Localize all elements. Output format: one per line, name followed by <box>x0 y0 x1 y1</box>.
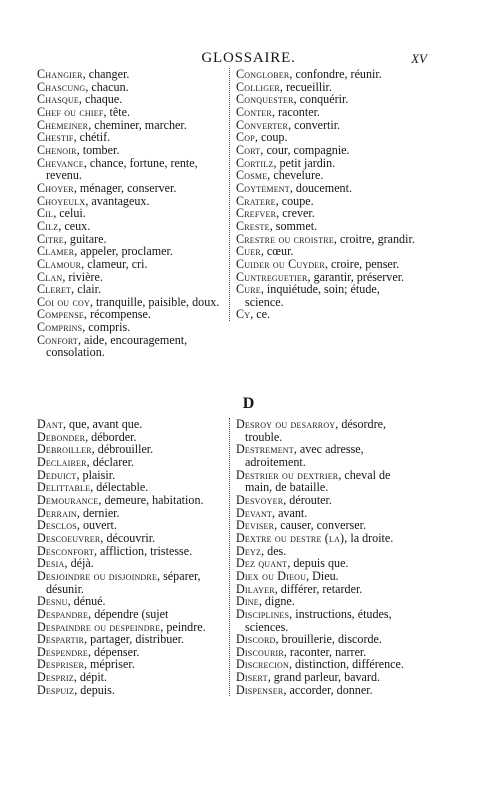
entry-headword: Disciplines <box>236 606 290 621</box>
entry-definition: , que, avant que. <box>62 417 143 431</box>
entry-headword: Compense <box>37 307 85 322</box>
entry-definition: , rivière. <box>62 269 103 284</box>
entry-definition: , déclarer. <box>86 454 134 469</box>
entry-definition: , chétif. <box>73 130 111 145</box>
entry-definition: , croitre, grandir. <box>333 231 415 246</box>
entry-definition: , ce. <box>250 307 271 322</box>
entry-headword: Despriz <box>37 670 74 685</box>
glossary-entry <box>236 418 417 443</box>
entry-headword: Confort <box>37 332 78 347</box>
entry-headword: Chevance <box>37 155 84 170</box>
entry-definition: , ouvert. <box>76 518 117 533</box>
entry-headword: Chestif <box>37 130 74 145</box>
entry-definition: , peindre. <box>160 619 206 634</box>
glossary-entry <box>37 570 223 595</box>
entry-headword: Choyer <box>37 180 74 195</box>
entry-headword: Discourir <box>236 644 284 659</box>
entry-definition: , tomber. <box>76 142 120 157</box>
entry-headword: Chef ou chief <box>37 104 104 119</box>
entry-headword: Comprins <box>37 320 83 335</box>
entry-definition: , déborder. <box>85 429 137 444</box>
entry-headword: Citre <box>37 231 64 246</box>
entry-definition: , compris. <box>82 320 131 335</box>
entry-headword: Dant <box>37 417 63 431</box>
entry-definition: , changer. <box>82 67 130 81</box>
entry-headword: Despandre <box>37 606 89 621</box>
entry-definition: , petit jardin. <box>273 155 336 170</box>
letter-heading: D <box>242 395 255 412</box>
entry-headword: Declairer <box>37 454 87 469</box>
entry-headword: Discord <box>236 632 276 647</box>
entry-headword: Cosme <box>236 168 268 183</box>
entry-definition: , depuis que. <box>287 556 349 571</box>
entry-definition: , séparer, désunir. <box>46 568 201 596</box>
entry-definition: , distinction, différence. <box>288 657 404 672</box>
entry-headword: Cleret <box>37 282 72 297</box>
entry-definition: , dépit. <box>73 670 108 685</box>
entry-definition: , croire, penser. <box>324 256 400 271</box>
entry-definition: , cheval de main, de bataille. <box>245 467 391 495</box>
glossary-entry <box>236 443 417 468</box>
entry-headword: Despartir <box>37 632 85 647</box>
entry-headword: Cort <box>236 142 261 157</box>
entry-definition: , raconter, narrer. <box>283 644 367 659</box>
entry-definition: , demeure, habitation. <box>98 492 204 507</box>
entry-headword: Cuider ou Cuyder <box>236 256 325 271</box>
entry-headword: Destrement <box>236 442 294 457</box>
entry-headword: Conglober <box>236 67 290 81</box>
entry-definition: , raconter. <box>271 104 320 119</box>
entry-headword: Delittable <box>37 480 91 495</box>
entry-headword: Cilz <box>37 218 59 233</box>
left-column <box>37 418 223 696</box>
glossary-entry <box>236 283 417 308</box>
entry-headword: Chemeiner <box>37 117 89 132</box>
entry-headword: Deduict <box>37 467 77 482</box>
entry-definition: , désordre, trouble. <box>245 417 386 444</box>
entry-definition: , clameur, cri. <box>81 256 148 271</box>
entry-definition: , digne. <box>258 594 295 609</box>
entry-definition: , causer, converser. <box>274 518 366 533</box>
entry-headword: Devant <box>236 505 273 520</box>
entry-definition: , accorder, donner. <box>283 682 373 697</box>
entry-headword: Changier <box>37 67 83 81</box>
entry-definition: , recueillir. <box>279 79 332 94</box>
entry-definition: , tête. <box>103 104 131 119</box>
entry-headword: Choyeulx <box>37 193 86 208</box>
entry-definition: , plaisir. <box>76 467 116 482</box>
entry-headword: Deyz <box>236 543 262 558</box>
entry-definition: , ceux. <box>58 218 91 233</box>
entry-headword: Dez quant <box>236 556 288 571</box>
entry-headword: Cil <box>37 206 54 221</box>
entry-headword: Conquester <box>236 92 294 107</box>
entry-headword: Dilayer <box>236 581 275 596</box>
glossary-entry <box>236 684 417 697</box>
entry-definition: , avec adresse, adroitement. <box>245 442 364 469</box>
entry-definition: , dénué. <box>67 594 106 609</box>
entry-headword: Dispenser <box>236 682 284 697</box>
entry-definition: , ménager, conserver. <box>73 180 177 195</box>
entry-definition: , clair. <box>71 282 102 297</box>
entry-headword: Conter <box>236 104 272 119</box>
entry-definition: , déjà. <box>64 556 94 571</box>
entry-headword: Crefver <box>236 206 277 221</box>
entry-headword: Converter <box>236 117 289 132</box>
entry-definition: , confondre, réunir. <box>289 67 382 81</box>
entry-definition: , avantageux. <box>85 193 150 208</box>
entry-definition: , cour, compagnie. <box>260 142 350 157</box>
entry-definition: , dernier. <box>76 505 120 520</box>
entry-headword: Disert <box>236 670 268 685</box>
entry-headword: Destrier ou dextrier <box>236 467 339 482</box>
right-column <box>229 68 417 321</box>
entry-headword: Desconfort <box>37 543 94 558</box>
entry-headword: Desvoyer <box>236 492 284 507</box>
entry-headword: Desroy ou desarroy <box>236 417 336 431</box>
entry-definition: , convertir. <box>288 117 341 132</box>
entry-definition: , grand parleur, bavard. <box>267 670 381 685</box>
entry-headword: Cure <box>236 282 261 297</box>
entry-definition: , appeler, proclamer. <box>74 244 173 259</box>
entry-headword: Descoeuvrer <box>37 530 101 545</box>
entry-definition: , doucement. <box>289 180 352 195</box>
entry-headword: Chasque <box>37 92 79 107</box>
glossary-entry <box>37 157 223 182</box>
entry-headword: Crestre ou croistre <box>236 231 334 246</box>
entry-headword: Desia <box>37 556 65 571</box>
entry-definition: , coupe. <box>275 193 314 208</box>
glossary-entry <box>37 684 223 697</box>
entry-definition: , délectable. <box>90 480 149 495</box>
entry-definition: , sommet. <box>269 218 318 233</box>
glossary-entry <box>236 308 417 321</box>
entry-definition: , instructions, études, sciences. <box>245 606 392 634</box>
header-title: GLOSSAIRE. <box>201 50 296 66</box>
entry-definition: , garantir, préserver. <box>307 269 405 284</box>
entry-headword: Coytement <box>236 180 290 195</box>
entry-headword: Debonder <box>37 429 86 444</box>
entry-definition: , brouillerie, discorde. <box>275 632 382 647</box>
entry-headword: Desnu <box>37 594 68 609</box>
entry-definition: , aide, encouragement, consolation. <box>46 332 188 360</box>
page-number: XV <box>411 51 427 66</box>
entry-headword: Clan <box>37 269 63 284</box>
entry-definition: , partager, distribuer. <box>84 632 185 647</box>
right-column <box>229 418 417 696</box>
entry-headword: Demourance <box>37 492 99 507</box>
entry-headword: Diex ou Dieou <box>236 568 307 583</box>
entry-headword: Cuer <box>236 244 261 259</box>
entry-headword: Cop <box>236 130 255 145</box>
entry-headword: Dine <box>236 594 259 609</box>
entry-headword: Deviser <box>236 518 275 533</box>
entry-definition: , mépriser. <box>84 657 135 672</box>
entry-definition: , guitare. <box>63 231 107 246</box>
entry-headword: Desclos <box>37 518 77 533</box>
entry-headword: Discrecion <box>236 657 289 672</box>
entry-definition: , dépendre (sujet <box>88 606 169 621</box>
entry-definition: , dérouter. <box>283 492 332 507</box>
entry-headword: Cuntreguetier <box>236 269 308 284</box>
entry-headword: Desjoindre ou disjoindre <box>37 568 158 583</box>
entry-headword: Dextre ou destre (la) <box>236 530 345 545</box>
entry-headword: Creste <box>236 218 270 233</box>
entry-headword: Cy <box>236 307 251 322</box>
entry-definition: , des. <box>261 543 287 558</box>
entry-headword: Derrain <box>37 505 77 520</box>
entry-headword: Cratere <box>236 193 276 208</box>
entry-headword: Chenoir <box>37 142 77 157</box>
entry-definition: , découvrir. <box>100 530 156 545</box>
entry-definition: , coup. <box>254 130 288 145</box>
glossary-entry <box>236 608 417 633</box>
entry-headword: Despuiz <box>37 682 75 697</box>
entry-definition: , avant. <box>272 505 308 520</box>
entry-headword: Despendre <box>37 644 88 659</box>
entry-definition: , la droite. <box>344 530 394 545</box>
entry-headword: Coi ou coy <box>37 294 90 309</box>
entry-definition: , chacun. <box>85 79 129 94</box>
entry-definition: , dépenser. <box>87 644 140 659</box>
entry-definition: , crever. <box>276 206 315 221</box>
entry-definition: , récompense. <box>84 307 151 322</box>
entry-headword: Clamer <box>37 244 75 259</box>
entry-definition: , différer, retarder. <box>274 581 363 596</box>
entry-definition: , celui. <box>53 206 86 221</box>
entry-headword: Despaindre ou despeindre <box>37 619 161 634</box>
entry-definition: , chaque. <box>78 92 123 107</box>
entry-headword: Despriser <box>37 657 84 672</box>
entry-definition: , chance, fortune, rente, revenu. <box>46 155 198 183</box>
entry-headword: Chascung <box>37 79 86 94</box>
entry-definition: , affliction, tristesse. <box>93 543 193 558</box>
entry-definition: , cheminer, marcher. <box>88 117 187 132</box>
entry-definition: , cœur. <box>260 244 294 259</box>
entry-definition: , conquérir. <box>293 92 349 107</box>
entry-definition: , inquiétude, soin; étude, science. <box>245 282 380 309</box>
entry-definition: , depuis. <box>74 682 115 697</box>
entry-definition: , débrouiller. <box>91 442 154 457</box>
glossary-entry <box>236 469 417 494</box>
left-column <box>37 68 223 359</box>
entry-definition: , Dieu. <box>306 568 339 583</box>
entry-headword: Debroiller <box>37 442 92 457</box>
entry-headword: Colliger <box>236 79 280 94</box>
glossary-entry <box>37 334 223 359</box>
entry-headword: Clamour <box>37 256 82 271</box>
entry-definition: , chevelure. <box>267 168 324 183</box>
entry-headword: Cortilz <box>236 155 274 170</box>
entry-definition: , tranquille, paisible, doux. <box>90 294 220 309</box>
